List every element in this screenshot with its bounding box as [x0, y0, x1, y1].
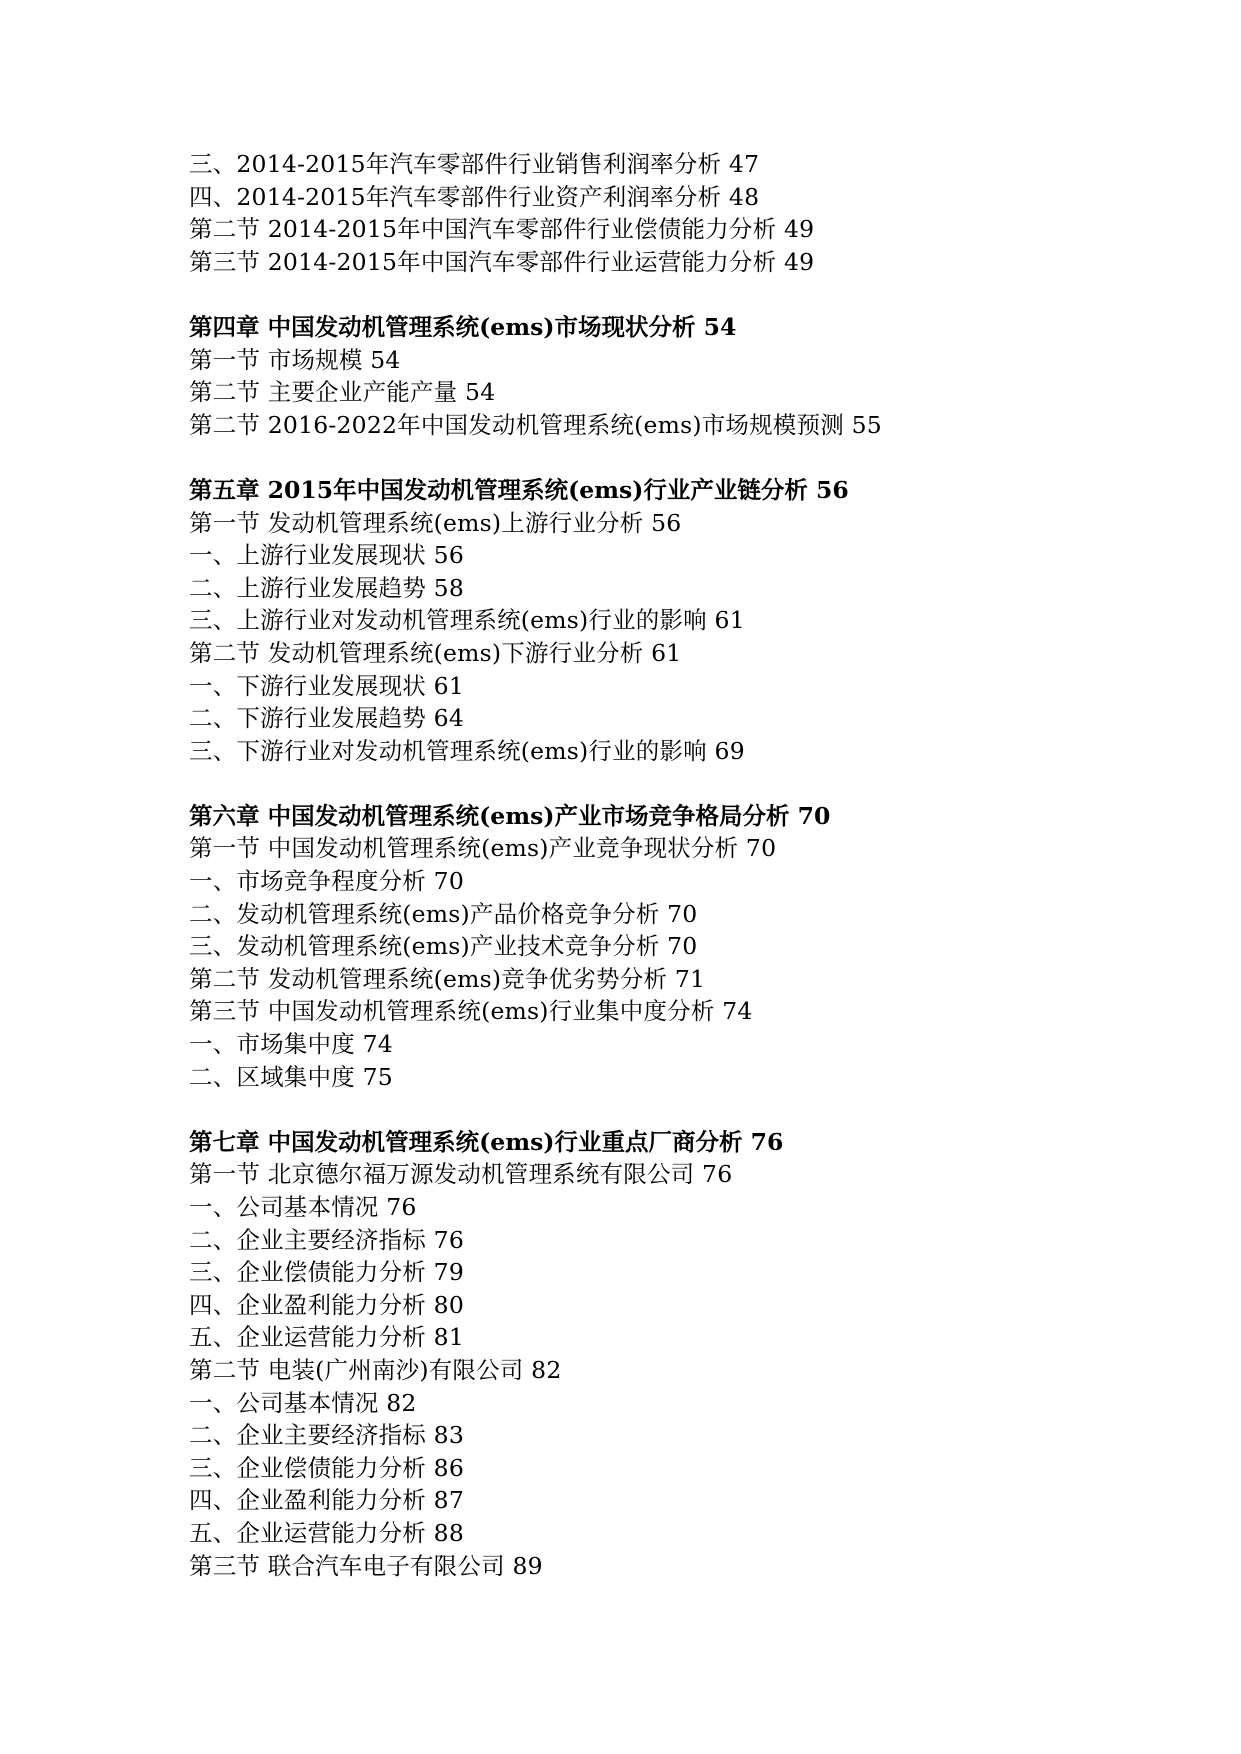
- toc-entry: 四、企业盈利能力分析 87: [189, 1486, 464, 1515]
- toc-entry: 第一节 北京德尔福万源发动机管理系统有限公司 76: [189, 1160, 733, 1189]
- toc-entry: 第三节 联合汽车电子有限公司 89: [189, 1551, 543, 1580]
- spacer: [189, 441, 1139, 474]
- toc-entry: 一、市场竞争程度分析 70: [189, 867, 464, 896]
- toc-entry: 三、企业偿债能力分析 79: [189, 1258, 464, 1287]
- toc-entry: 第二节 主要企业产能产量 54: [189, 378, 496, 407]
- spacer: [189, 767, 1139, 800]
- toc-entry: 第二节 电装(广州南沙)有限公司 82: [189, 1355, 562, 1384]
- toc-chapter-heading: 第七章 中国发动机管理系统(ems)行业重点厂商分析 76: [189, 1127, 784, 1156]
- toc-entry: 五、企业运营能力分析 81: [189, 1323, 464, 1352]
- toc-entry: 四、2014-2015年汽车零部件行业资产利润率分析 48: [189, 182, 760, 211]
- table-of-contents: [189, 148, 1139, 1582]
- toc-entry: 三、2014-2015年汽车零部件行业销售利润率分析 47: [189, 150, 760, 178]
- toc-entry: 第一节 发动机管理系统(ems)上游行业分析 56: [189, 508, 682, 537]
- toc-entry: 二、下游行业发展趋势 64: [189, 704, 464, 733]
- toc-entry: 二、上游行业发展趋势 58: [189, 573, 464, 602]
- toc-chapter-heading: 第四章 中国发动机管理系统(ems)市场现状分析 54: [189, 312, 737, 341]
- toc-entry: 三、发动机管理系统(ems)产业技术竞争分析 70: [189, 932, 698, 961]
- toc-entry: 一、市场集中度 74: [189, 1030, 393, 1059]
- toc-chapter-heading: 第五章 2015年中国发动机管理系统(ems)行业产业链分析 56: [189, 475, 849, 504]
- toc-entry: 二、企业主要经济指标 83: [189, 1421, 464, 1450]
- toc-entry: 第一节 市场规模 54: [189, 345, 401, 374]
- toc-entry: 第二节 发动机管理系统(ems)下游行业分析 61: [189, 638, 682, 667]
- toc-entry: 一、上游行业发展现状 56: [189, 541, 464, 570]
- toc-entry: 第二节 2016-2022年中国发动机管理系统(ems)市场规模预测 55: [189, 410, 882, 439]
- toc-entry: 一、下游行业发展现状 61: [189, 671, 464, 700]
- toc-entry: 三、企业偿债能力分析 86: [189, 1453, 464, 1482]
- toc-entry: 第二节 发动机管理系统(ems)竞争优劣势分析 71: [189, 964, 706, 993]
- spacer: [189, 278, 1139, 311]
- spacer: [189, 1093, 1139, 1126]
- toc-entry: 第一节 中国发动机管理系统(ems)产业竞争现状分析 70: [189, 834, 777, 863]
- toc-chapter-heading: 第六章 中国发动机管理系统(ems)产业市场竞争格局分析 70: [189, 801, 831, 830]
- toc-entry: 第二节 2014-2015年中国汽车零部件行业偿债能力分析 49: [189, 215, 815, 244]
- toc-entry: 一、公司基本情况 76: [189, 1193, 417, 1221]
- toc-entry: 第三节 2014-2015年中国汽车零部件行业运营能力分析 49: [189, 247, 815, 276]
- toc-entry: 三、下游行业对发动机管理系统(ems)行业的影响 69: [189, 736, 745, 765]
- toc-entry: 第三节 中国发动机管理系统(ems)行业集中度分析 74: [189, 997, 753, 1026]
- toc-entry: 四、企业盈利能力分析 80: [189, 1290, 464, 1319]
- toc-entry: 二、企业主要经济指标 76: [189, 1225, 464, 1254]
- toc-entry: 一、公司基本情况 82: [189, 1388, 417, 1417]
- toc-entry: 五、企业运营能力分析 88: [189, 1518, 464, 1547]
- toc-entry: 二、发动机管理系统(ems)产品价格竞争分析 70: [189, 899, 698, 928]
- toc-entry: 二、区域集中度 75: [189, 1062, 393, 1091]
- toc-entry: 三、上游行业对发动机管理系统(ems)行业的影响 61: [189, 606, 745, 635]
